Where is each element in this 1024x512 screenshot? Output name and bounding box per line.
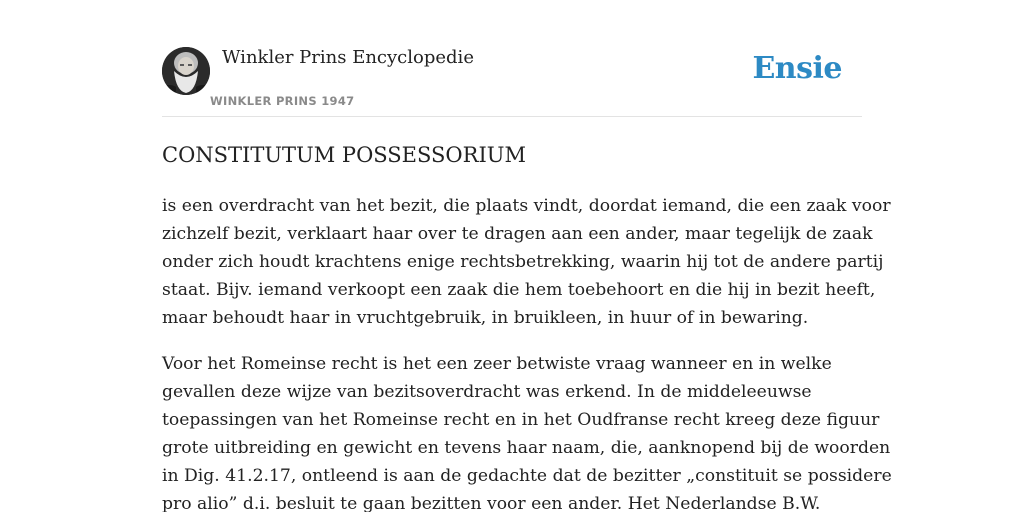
article-line: onder zich houdt krachtens enige rechtsbetrekking, waarin hij tot de andere partij — [162, 252, 884, 272]
source-avatar[interactable] — [162, 47, 210, 95]
article-line: Voor het Romeinse recht is het een zeer betwiste vraag wanneer en in welke — [162, 354, 832, 374]
article-body — [162, 192, 892, 512]
article-line: toepassingen van het Romeinse recht en in het Oudfranse recht kreeg deze figuur — [162, 410, 880, 430]
article-line: maar behoudt haar in vruchtgebruik, in bruikleen, in huur of in bewaring. — [162, 308, 809, 328]
article-paragraph — [162, 350, 892, 512]
source-subtitle: WINKLER PRINS 1947 — [210, 94, 355, 108]
article-line: grote uitbreiding en gewicht en tevens haar naam, die, aanknopend bij de woorden — [162, 438, 891, 458]
source-title[interactable]: Winkler Prins Encyclopedie — [222, 47, 474, 68]
article-line: staat. Bijv. iemand verkoopt een zaak die hem toebehoort en die hij in bezit heeft, — [162, 280, 876, 300]
article-line: is een overdracht van het bezit, die plaats vindt, doordat iemand, die een zaak voor — [162, 196, 891, 216]
source-header — [162, 0, 862, 117]
article-line: zichzelf bezit, verklaart haar over te dragen aan een ander, maar tegelijk de zaak — [162, 224, 873, 244]
article-line: gevallen deze wijze van bezitsoverdracht was erkend. In de middeleeuwse — [162, 382, 812, 402]
brand-logo[interactable]: Ensie — [752, 51, 842, 86]
article-paragraph — [162, 192, 891, 332]
portrait-photo-icon — [162, 47, 210, 95]
article-line: pro alio” d.i. besluit te gaan bezitten voor een ander. Het Nederlandse B.W. — [162, 494, 821, 512]
article-line: in Dig. 41.2.17, ontleend is aan de gedachte dat de bezitter „constituit se possidere — [162, 466, 892, 486]
article-headword: CONSTITUTUM POSSESSORIUM — [162, 143, 526, 167]
